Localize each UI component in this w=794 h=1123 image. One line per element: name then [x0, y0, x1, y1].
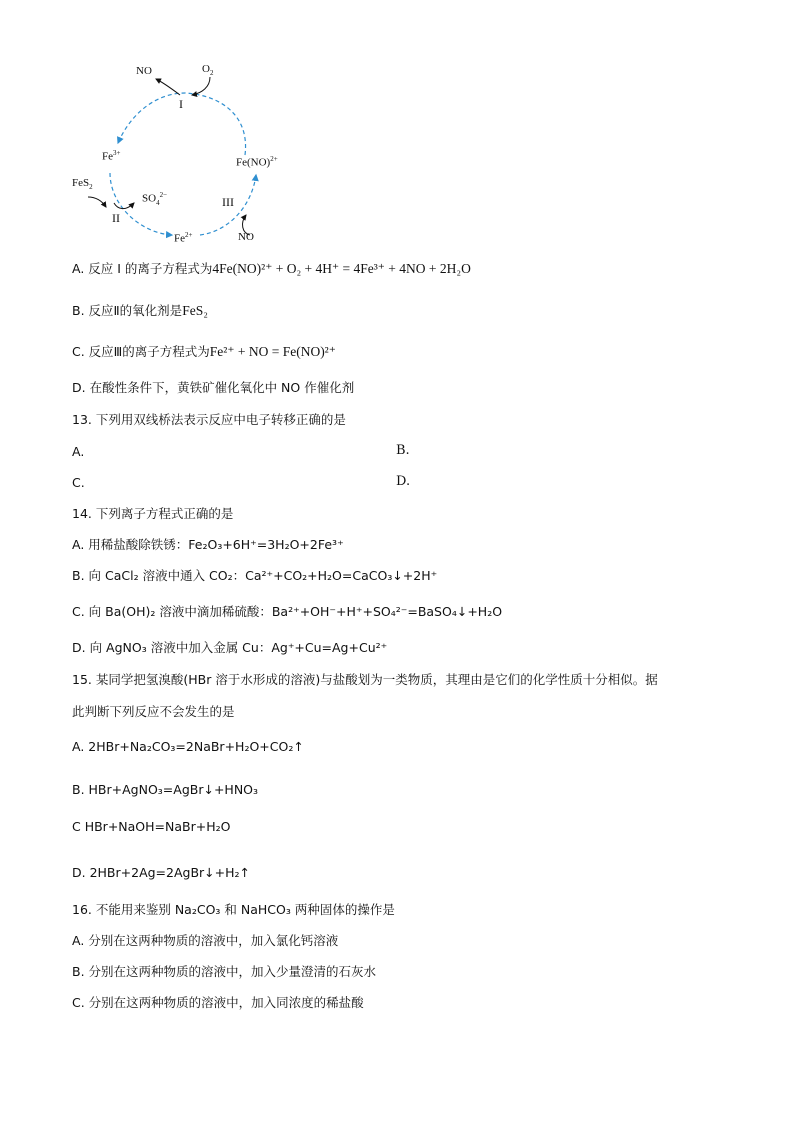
- q15-option-d: D. 2HBr+2Ag=2AgBr↓+H₂↑: [72, 865, 251, 880]
- step-i-label: I: [179, 97, 183, 111]
- q15-stem-line2: 此判断下列反应不会发生的是: [72, 704, 235, 719]
- no-release-arrow: [156, 79, 180, 95]
- q12-option-b: B. 反应Ⅱ的氧化剂是FeS₂: [72, 303, 208, 318]
- q15-stem-line1: 15. 某同学把氢溴酸(HBr 溶于水形成的溶液)与盐酸划为一类物质，其理由是它们的化学性质十分相似。据: [72, 672, 658, 687]
- fes2-label: FeS$_2$: [72, 177, 93, 192]
- reaction-cycle-diagram: [60, 55, 320, 255]
- q15-option-c: C HBr+NaOH=NaBr+H₂O: [72, 819, 231, 834]
- cycle-arrows: [60, 55, 320, 255]
- q13-option-d: D.: [396, 474, 411, 489]
- fe2-label: $Fe^{2+}$: [174, 231, 193, 245]
- step-iii-label: III: [222, 195, 234, 209]
- no-bottom-label: NO: [238, 231, 254, 243]
- q12-option-d: D. 在酸性条件下，黄铁矿催化氧化中 NO 作催化剂: [72, 380, 355, 395]
- o2-label: $O_2$: [202, 63, 214, 78]
- fe3-label: $Fe^{3+}$: [102, 149, 121, 163]
- q13-option-b: B.: [396, 443, 410, 458]
- no-top-label: NO: [136, 65, 152, 77]
- q16-option-a: A. 分别在这两种物质的溶液中，加入氯化钙溶液: [72, 933, 339, 948]
- q15-option-b: B. HBr+AgNO₃=AgBr↓+HNO₃: [72, 782, 259, 797]
- q13-option-c: C.: [72, 475, 85, 490]
- step-ii-label: II: [112, 211, 120, 225]
- so4-release-arrow: [114, 203, 134, 209]
- so4-label: $SO_4^{2-}$: [142, 191, 168, 207]
- q12-option-a: A. 反应 I 的离子方程式为4Fe(NO)²⁺ + O₂ + 4H⁺ = 4Fe³⁺ + 4NO + 2H₂O: [72, 261, 471, 276]
- q14-option-b: B. 向 CaCl₂ 溶液中通入 CO₂：Ca²⁺+CO₂+H₂O=CaCO₃↓+2H⁺: [72, 568, 438, 583]
- q16-option-c: C. 分别在这两种物质的溶液中，加入同浓度的稀盐酸: [72, 995, 364, 1010]
- q15-option-a: A. 2HBr+Na₂CO₃=2NaBr+H₂O+CO₂↑: [72, 739, 304, 754]
- fe-no-label: Fe(NO)$^{2+}$: [236, 155, 278, 169]
- o2-input-arrow: [192, 77, 210, 95]
- fes2-input-arrow: [88, 197, 106, 207]
- q14-option-d: D. 向 AgNO₃ 溶液中加入金属 Cu：Ag⁺+Cu=Ag+Cu²⁺: [72, 640, 388, 655]
- q16-stem: 16. 不能用来鉴别 Na₂CO₃ 和 NaHCO₃ 两种固体的操作是: [72, 902, 395, 917]
- q16-option-b: B. 分别在这两种物质的溶液中，加入少量澄清的石灰水: [72, 964, 377, 979]
- q14-option-c: C. 向 Ba(OH)₂ 溶液中滴加稀硫酸：Ba²⁺+OH⁻+H⁺+SO₄²⁻=BaSO₄↓+H₂O: [72, 604, 503, 619]
- q14-stem: 14. 下列离子方程式正确的是: [72, 506, 234, 521]
- q13-option-a: A.: [72, 444, 85, 459]
- q13-stem: 13. 下列用双线桥法表示反应中电子转移正确的是: [72, 412, 346, 427]
- q12-option-c: C. 反应Ⅲ的离子方程式为Fe²⁺ + NO = Fe(NO)²⁺: [72, 344, 336, 359]
- q14-option-a: A. 用稀盐酸除铁锈：Fe₂O₃+6H⁺=3H₂O+2Fe³⁺: [72, 537, 344, 552]
